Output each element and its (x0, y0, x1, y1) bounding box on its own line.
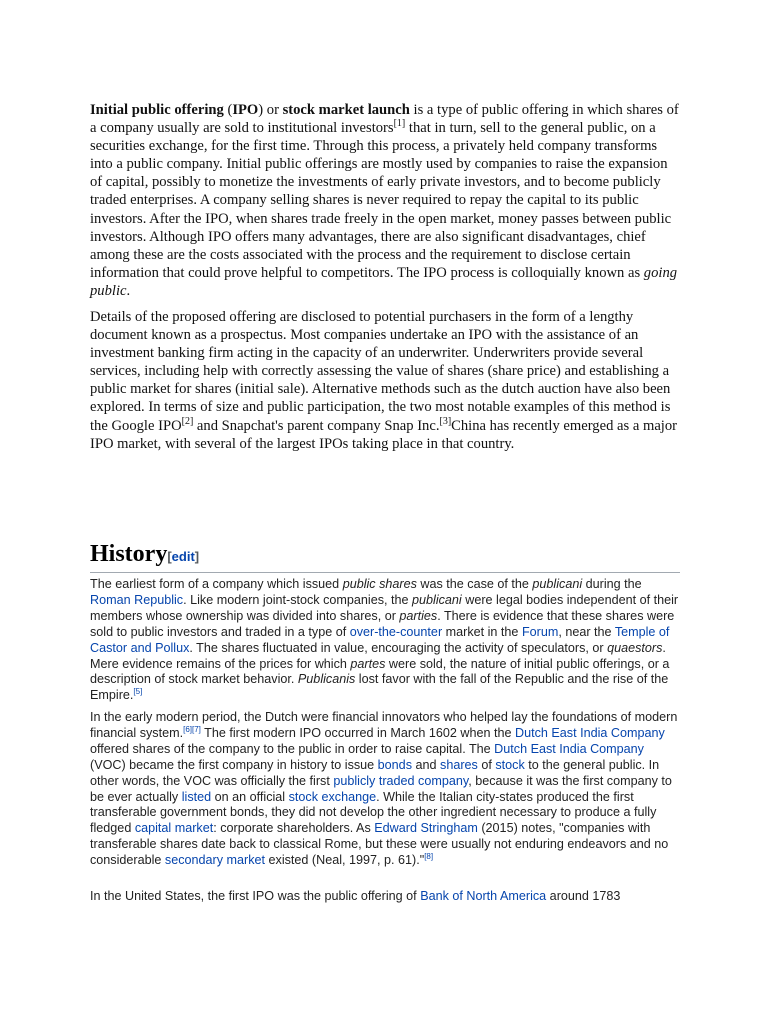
text: . There is evidence that these shares were sold to public investors and traded in a type of (90, 608, 675, 639)
text: on an official (211, 789, 289, 804)
history-section-header (90, 540, 680, 573)
text: . (126, 282, 131, 299)
link-forum[interactable]: Forum (521, 624, 559, 639)
text: were legal bodies independent of their members whose ownership was divided into shares, or (90, 592, 679, 623)
text: . Like modern joint-stock companies, the (183, 592, 413, 607)
link-shares[interactable]: shares (440, 757, 478, 772)
link-dutch-east-india-company[interactable]: Dutch East India Company (514, 725, 665, 740)
text: The earliest form of a company which issued (90, 577, 343, 591)
text: and Snapchat's parent company Snap Inc. (193, 417, 440, 434)
text: In the early modern period, the Dutch were financial innovators who helped lay the foundations of modern financial system. (90, 710, 678, 740)
edit-link[interactable]: edit (171, 549, 195, 564)
text: that in turn, sell to the general public, on a securities exchange, for the first time. Through this process, a privately held company transforms into a public company. Initial public offerings are mostly used by companies to raise the expansion of capital, possibly to monetize the investments of early private investors, and to become publicly traded enterprises. A company selling shares is never required to repay the capital to its public investors. After the IPO, when shares trade freely in the open market, money passes between public investors. Although IPO offers many advantages, there are also significant disadvantages, chief among these are the costs associated with the process and the requirement to disclose certain information that could prove helpful to competitors. The IPO process is colloquially known as (90, 120, 672, 281)
term-launch: stock market launch (282, 102, 410, 118)
text: around 1783 (546, 889, 621, 903)
text: lost favor with the fall of the Republic and the rise of the Empire. (90, 672, 669, 703)
text: was the case of the (416, 577, 533, 591)
text: (2015) notes, "companies with transferable shares date back to classical Rome, but these were usually not enduring endeavors and no considerable (90, 821, 669, 868)
text: offered shares of the company to the public in order to raise capital. The (90, 741, 495, 756)
text: ( (223, 102, 233, 118)
text: , because it was the first company to be ever actually (90, 773, 672, 804)
term: Publicanis (297, 672, 356, 687)
text: In the United States, the first IPO was the public offering of (90, 889, 421, 903)
citation-1[interactable]: [1] (393, 118, 406, 130)
details-paragraph (90, 308, 680, 453)
term-going-public: going public (90, 264, 678, 299)
term: parties (399, 608, 438, 623)
link-listed[interactable]: listed (181, 789, 212, 804)
link-secondary-market[interactable]: secondary market (164, 853, 266, 868)
text: were sold, the nature of initial public offerings, or a description of stock market behavior. (90, 656, 670, 687)
text: . Mere evidence remains of the prices for which (90, 640, 666, 671)
citation-8[interactable]: [8] (424, 851, 434, 861)
term: publicani (412, 592, 462, 607)
history-heading-text: History (90, 541, 168, 567)
text: , near the (558, 624, 615, 639)
text: (VOC) became the first company in history to issue (90, 757, 378, 772)
term: public shares (342, 577, 417, 591)
term: partes (350, 656, 386, 671)
term: quaestors (607, 640, 663, 655)
text: Details of the proposed offering are disclosed to potential purchasers in the form of a lengthy document known as a prospectus. Most companies undertake an IPO with the assistance of an investment banking firm acting in the capacity of an underwriter. Underwriters provide several services, including help with correctly assessing the value of shares (share price) and establishing a public market for shares (initial sale). Alternative methods such as the dutch auction have also been explored. In terms of size and public participation, the two most notable examples of this method is the Google IPO (90, 309, 671, 434)
text: : corporate shareholders. As (213, 821, 375, 836)
citation-2[interactable]: [2] (181, 415, 194, 427)
edit-bracket-close: ] (194, 549, 200, 564)
link-over-the-counter[interactable]: over-the-counter (349, 624, 443, 639)
text: during the (582, 577, 642, 591)
link-dutch-east-india-company-2[interactable]: Dutch East India Company (494, 741, 644, 756)
text: and (412, 757, 441, 772)
edit-bracket-open: [ (167, 549, 172, 564)
text: is a type of public offering in which shares of a company usually are sold to institutional investors (90, 102, 679, 137)
link-roman-republic[interactable]: Roman Republic (90, 592, 184, 607)
link-capital-market[interactable]: capital market (134, 821, 214, 836)
link-stock-exchange[interactable]: stock exchange (288, 789, 377, 804)
term: publicani (532, 577, 583, 591)
text: . While the Italian city-states produced the first transferable government bonds, they did not develop the other ingredient necessary to produce a fully fledged (90, 789, 657, 836)
text: market in the (442, 624, 522, 639)
text: . The shares fluctuated in value, encouraging the activity of speculators, or (189, 640, 608, 655)
link-stock[interactable]: stock (495, 757, 525, 772)
text: existed (Neal, 1997, p. 61)." (265, 853, 425, 868)
link-publicly-traded-company[interactable]: publicly traded company (333, 773, 469, 788)
link-bonds[interactable]: bonds (377, 757, 412, 772)
intro-paragraph (90, 101, 680, 300)
history-heading (90, 540, 680, 573)
link-edward-stringham[interactable]: Edward Stringham (374, 821, 478, 836)
link-temple-castor-pollux[interactable]: Temple of Castor and Pollux (90, 624, 670, 655)
history-paragraph-dutch (90, 710, 680, 869)
citation-7[interactable]: [7] (192, 724, 201, 734)
history-paragraph-rome (90, 577, 680, 704)
text: of (477, 757, 496, 772)
link-bank-of-north-america[interactable]: Bank of North America (420, 889, 547, 903)
term-abbr: IPO (232, 102, 259, 118)
citation-3[interactable]: [3] (439, 415, 452, 427)
term-ipo: Initial public offering (90, 102, 224, 118)
text: China has recently emerged as a major IPO market, with several of the largest IPOs taking place in that country. (90, 417, 678, 452)
history-paragraph-us (90, 889, 680, 905)
text: ) or (258, 102, 283, 118)
citation-5[interactable]: [5] (133, 687, 143, 697)
text: to the general public. In other words, the VOC was officially the first (90, 757, 660, 788)
citation-6[interactable]: [6] (183, 724, 192, 734)
text: The first modern IPO occurred in March 1602 when the (200, 725, 515, 740)
